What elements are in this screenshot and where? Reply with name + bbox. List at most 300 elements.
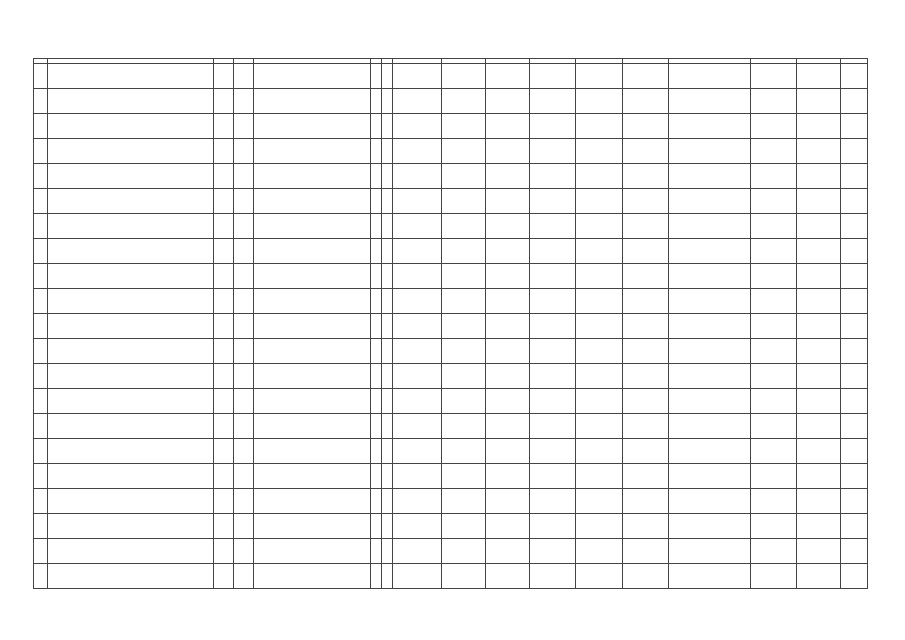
empty-cell <box>622 339 668 364</box>
year-built-cell <box>214 389 234 414</box>
address-cell <box>48 114 214 139</box>
residential-area-cell <box>441 564 485 589</box>
nonresidential-area-cell <box>485 414 529 439</box>
nonresidential-area-cell <box>485 514 529 539</box>
common-area-cell <box>529 364 575 389</box>
empty-cell <box>622 464 668 489</box>
row-number <box>34 339 48 364</box>
wall-material-cell <box>253 164 370 189</box>
common-area-cell <box>529 239 575 264</box>
repair-cost-cell <box>669 264 751 289</box>
wall-material-cell <box>253 64 370 89</box>
row-number <box>34 239 48 264</box>
row-number <box>34 314 48 339</box>
empty-cell <box>576 364 622 389</box>
common-area-cell <box>529 264 575 289</box>
residential-area-cell <box>441 389 485 414</box>
entrances-cell <box>381 514 392 539</box>
total-area-cell <box>392 439 441 464</box>
table-row <box>34 389 868 414</box>
table-row <box>34 364 868 389</box>
empty-cell <box>576 539 622 564</box>
year-built-cell <box>214 364 234 389</box>
nonresidential-area-cell <box>485 164 529 189</box>
floors-cell <box>370 464 381 489</box>
empty-cell <box>576 189 622 214</box>
cost-limit-cell <box>797 139 841 164</box>
plan-year-cell <box>841 564 868 589</box>
cost-limit-cell <box>797 64 841 89</box>
cost-limit-cell <box>797 489 841 514</box>
empty-cell <box>576 489 622 514</box>
floors-cell <box>370 64 381 89</box>
floors-cell <box>370 89 381 114</box>
table-row <box>34 164 868 189</box>
nonresidential-area-cell <box>485 464 529 489</box>
address-cell <box>48 314 214 339</box>
entrances-cell <box>381 564 392 589</box>
year-built-cell <box>214 339 234 364</box>
empty-cell <box>576 139 622 164</box>
row-number <box>34 164 48 189</box>
entrances-cell <box>381 264 392 289</box>
empty-cell <box>576 264 622 289</box>
residential-area-cell <box>441 239 485 264</box>
housing-register-table <box>33 58 868 589</box>
floors-cell <box>370 514 381 539</box>
empty-cell <box>622 89 668 114</box>
address-cell <box>48 264 214 289</box>
year-built-cell <box>214 114 234 139</box>
address-cell <box>48 489 214 514</box>
plan-year-cell <box>841 314 868 339</box>
common-area-cell <box>529 289 575 314</box>
entrances-cell <box>381 539 392 564</box>
cost-per-sqm-cell <box>750 164 796 189</box>
table-row <box>34 439 868 464</box>
wall-material-cell <box>253 464 370 489</box>
wall-material-cell <box>253 514 370 539</box>
residential-area-cell <box>441 164 485 189</box>
cost-per-sqm-cell <box>750 314 796 339</box>
common-area-cell <box>529 214 575 239</box>
empty-cell <box>622 364 668 389</box>
nonresidential-area-cell <box>485 339 529 364</box>
nonresidential-area-cell <box>485 564 529 589</box>
empty-cell <box>576 314 622 339</box>
year-repair-cell <box>233 314 253 339</box>
year-built-cell <box>214 564 234 589</box>
cost-per-sqm-cell <box>750 339 796 364</box>
cost-per-sqm-cell <box>750 264 796 289</box>
wall-material-cell <box>253 414 370 439</box>
entrances-cell <box>381 89 392 114</box>
year-built-cell <box>214 89 234 114</box>
total-area-cell <box>392 539 441 564</box>
cost-per-sqm-cell <box>750 139 796 164</box>
address-cell <box>48 539 214 564</box>
residential-area-cell <box>441 264 485 289</box>
empty-cell <box>576 414 622 439</box>
plan-year-cell <box>841 289 868 314</box>
common-area-cell <box>529 164 575 189</box>
entrances-cell <box>381 314 392 339</box>
year-repair-cell <box>233 564 253 589</box>
year-built-cell <box>214 414 234 439</box>
cost-per-sqm-cell <box>750 189 796 214</box>
nonresidential-area-cell <box>485 214 529 239</box>
cost-per-sqm-cell <box>750 114 796 139</box>
common-area-cell <box>529 64 575 89</box>
empty-cell <box>622 264 668 289</box>
row-number <box>34 89 48 114</box>
total-area-cell <box>392 114 441 139</box>
empty-cell <box>622 239 668 264</box>
table-row <box>34 289 868 314</box>
repair-cost-cell <box>669 339 751 364</box>
repair-cost-cell <box>669 439 751 464</box>
cost-limit-cell <box>797 264 841 289</box>
residential-area-cell <box>441 514 485 539</box>
total-area-cell <box>392 189 441 214</box>
wall-material-cell <box>253 114 370 139</box>
common-area-cell <box>529 489 575 514</box>
table-row <box>34 489 868 514</box>
floors-cell <box>370 214 381 239</box>
cost-per-sqm-cell <box>750 64 796 89</box>
plan-year-cell <box>841 164 868 189</box>
empty-cell <box>576 64 622 89</box>
year-built-cell <box>214 314 234 339</box>
repair-cost-cell <box>669 464 751 489</box>
address-cell <box>48 239 214 264</box>
cost-limit-cell <box>797 289 841 314</box>
total-area-cell <box>392 214 441 239</box>
common-area-cell <box>529 564 575 589</box>
total-area-cell <box>392 314 441 339</box>
total-area-cell <box>392 364 441 389</box>
year-repair-cell <box>233 239 253 264</box>
wall-material-cell <box>253 189 370 214</box>
year-repair-cell <box>233 139 253 164</box>
entrances-cell <box>381 189 392 214</box>
floors-cell <box>370 164 381 189</box>
cost-limit-cell <box>797 89 841 114</box>
year-repair-cell <box>233 89 253 114</box>
cost-per-sqm-cell <box>750 489 796 514</box>
floors-cell <box>370 114 381 139</box>
nonresidential-area-cell <box>485 364 529 389</box>
wall-material-cell <box>253 139 370 164</box>
repair-cost-cell <box>669 189 751 214</box>
empty-cell <box>622 389 668 414</box>
total-area-cell <box>392 464 441 489</box>
empty-cell <box>622 489 668 514</box>
wall-material-cell <box>253 564 370 589</box>
empty-cell <box>576 164 622 189</box>
cost-per-sqm-cell <box>750 364 796 389</box>
repair-cost-cell <box>669 89 751 114</box>
repair-cost-cell <box>669 489 751 514</box>
empty-cell <box>576 564 622 589</box>
nonresidential-area-cell <box>485 389 529 414</box>
nonresidential-area-cell <box>485 439 529 464</box>
row-number <box>34 189 48 214</box>
wall-material-cell <box>253 264 370 289</box>
empty-cell <box>576 289 622 314</box>
total-area-cell <box>392 64 441 89</box>
address-cell <box>48 389 214 414</box>
cost-limit-cell <box>797 389 841 414</box>
table-row <box>34 314 868 339</box>
floors-cell <box>370 139 381 164</box>
residential-area-cell <box>441 414 485 439</box>
cost-per-sqm-cell <box>750 464 796 489</box>
empty-cell <box>622 164 668 189</box>
empty-cell <box>622 139 668 164</box>
entrances-cell <box>381 414 392 439</box>
nonresidential-area-cell <box>485 114 529 139</box>
entrances-cell <box>381 464 392 489</box>
address-cell <box>48 289 214 314</box>
empty-cell <box>622 289 668 314</box>
row-number <box>34 414 48 439</box>
address-cell <box>48 214 214 239</box>
year-repair-cell <box>233 339 253 364</box>
residential-area-cell <box>441 114 485 139</box>
wall-material-cell <box>253 389 370 414</box>
cost-per-sqm-cell <box>750 564 796 589</box>
table-row <box>34 214 868 239</box>
address-cell <box>48 89 214 114</box>
total-area-cell <box>392 264 441 289</box>
floors-cell <box>370 414 381 439</box>
cost-limit-cell <box>797 364 841 389</box>
plan-year-cell <box>841 389 868 414</box>
floors-cell <box>370 264 381 289</box>
common-area-cell <box>529 314 575 339</box>
total-area-cell <box>392 239 441 264</box>
empty-cell <box>622 564 668 589</box>
wall-material-cell <box>253 239 370 264</box>
address-cell <box>48 339 214 364</box>
repair-cost-cell <box>669 139 751 164</box>
empty-cell <box>576 464 622 489</box>
common-area-cell <box>529 89 575 114</box>
row-number <box>34 214 48 239</box>
row-number <box>34 114 48 139</box>
table-row <box>34 189 868 214</box>
year-built-cell <box>214 264 234 289</box>
year-built-cell <box>214 214 234 239</box>
year-repair-cell <box>233 114 253 139</box>
table-row <box>34 114 868 139</box>
cost-per-sqm-cell <box>750 239 796 264</box>
cost-limit-cell <box>797 564 841 589</box>
year-built-cell <box>214 64 234 89</box>
year-built-cell <box>214 464 234 489</box>
floors-cell <box>370 489 381 514</box>
year-repair-cell <box>233 364 253 389</box>
floors-cell <box>370 389 381 414</box>
empty-cell <box>622 214 668 239</box>
cost-per-sqm-cell <box>750 289 796 314</box>
total-area-cell <box>392 489 441 514</box>
repair-cost-cell <box>669 414 751 439</box>
plan-year-cell <box>841 364 868 389</box>
nonresidential-area-cell <box>485 289 529 314</box>
nonresidential-area-cell <box>485 189 529 214</box>
address-cell <box>48 189 214 214</box>
repair-cost-cell <box>669 114 751 139</box>
wall-material-cell <box>253 89 370 114</box>
total-area-cell <box>392 564 441 589</box>
cost-limit-cell <box>797 414 841 439</box>
residential-area-cell <box>441 339 485 364</box>
year-repair-cell <box>233 464 253 489</box>
year-repair-cell <box>233 189 253 214</box>
row-number <box>34 439 48 464</box>
table-row <box>34 464 868 489</box>
residential-area-cell <box>441 64 485 89</box>
plan-year-cell <box>841 414 868 439</box>
table-row <box>34 239 868 264</box>
repair-cost-cell <box>669 64 751 89</box>
entrances-cell <box>381 139 392 164</box>
common-area-cell <box>529 189 575 214</box>
plan-year-cell <box>841 339 868 364</box>
row-number <box>34 464 48 489</box>
year-repair-cell <box>233 539 253 564</box>
common-area-cell <box>529 414 575 439</box>
year-built-cell <box>214 514 234 539</box>
cost-limit-cell <box>797 439 841 464</box>
empty-cell <box>622 439 668 464</box>
year-built-cell <box>214 164 234 189</box>
table-row <box>34 89 868 114</box>
nonresidential-area-cell <box>485 139 529 164</box>
entrances-cell <box>381 364 392 389</box>
table-row <box>34 64 868 89</box>
floors-cell <box>370 239 381 264</box>
entrances-cell <box>381 239 392 264</box>
floors-cell <box>370 564 381 589</box>
cost-limit-cell <box>797 514 841 539</box>
cost-limit-cell <box>797 214 841 239</box>
total-area-cell <box>392 139 441 164</box>
year-repair-cell <box>233 439 253 464</box>
table-row <box>34 564 868 589</box>
repair-cost-cell <box>669 239 751 264</box>
empty-cell <box>576 214 622 239</box>
year-repair-cell <box>233 489 253 514</box>
residential-area-cell <box>441 139 485 164</box>
row-number <box>34 64 48 89</box>
floors-cell <box>370 539 381 564</box>
address-cell <box>48 439 214 464</box>
residential-area-cell <box>441 464 485 489</box>
residential-area-cell <box>441 364 485 389</box>
address-cell <box>48 514 214 539</box>
cost-per-sqm-cell <box>750 414 796 439</box>
row-number <box>34 289 48 314</box>
empty-cell <box>576 389 622 414</box>
plan-year-cell <box>841 189 868 214</box>
cost-limit-cell <box>797 339 841 364</box>
year-built-cell <box>214 189 234 214</box>
entrances-cell <box>381 489 392 514</box>
repair-cost-cell <box>669 364 751 389</box>
row-number <box>34 539 48 564</box>
empty-cell <box>576 89 622 114</box>
wall-material-cell <box>253 339 370 364</box>
entrances-cell <box>381 164 392 189</box>
nonresidential-area-cell <box>485 264 529 289</box>
empty-cell <box>576 239 622 264</box>
floors-cell <box>370 189 381 214</box>
nonresidential-area-cell <box>485 539 529 564</box>
residential-area-cell <box>441 439 485 464</box>
table-row <box>34 339 868 364</box>
wall-material-cell <box>253 314 370 339</box>
empty-cell <box>622 514 668 539</box>
common-area-cell <box>529 514 575 539</box>
plan-year-cell <box>841 239 868 264</box>
repair-cost-cell <box>669 514 751 539</box>
nonresidential-area-cell <box>485 314 529 339</box>
common-area-cell <box>529 439 575 464</box>
table-row <box>34 539 868 564</box>
empty-cell <box>576 439 622 464</box>
common-area-cell <box>529 389 575 414</box>
empty-cell <box>576 114 622 139</box>
year-repair-cell <box>233 289 253 314</box>
table-row <box>34 139 868 164</box>
common-area-cell <box>529 339 575 364</box>
empty-cell <box>576 339 622 364</box>
row-number <box>34 489 48 514</box>
repair-cost-cell <box>669 214 751 239</box>
total-area-cell <box>392 164 441 189</box>
total-area-cell <box>392 339 441 364</box>
repair-cost-cell <box>669 539 751 564</box>
repair-cost-cell <box>669 164 751 189</box>
plan-year-cell <box>841 64 868 89</box>
empty-cell <box>622 539 668 564</box>
cost-per-sqm-cell <box>750 214 796 239</box>
residential-area-cell <box>441 89 485 114</box>
floors-cell <box>370 314 381 339</box>
total-area-cell <box>392 514 441 539</box>
floors-cell <box>370 439 381 464</box>
plan-year-cell <box>841 539 868 564</box>
cost-per-sqm-cell <box>750 439 796 464</box>
floors-cell <box>370 339 381 364</box>
address-cell <box>48 464 214 489</box>
plan-year-cell <box>841 514 868 539</box>
cost-limit-cell <box>797 464 841 489</box>
residential-area-cell <box>441 214 485 239</box>
entrances-cell <box>381 339 392 364</box>
address-cell <box>48 364 214 389</box>
plan-year-cell <box>841 89 868 114</box>
empty-cell <box>622 64 668 89</box>
repair-cost-cell <box>669 314 751 339</box>
year-built-cell <box>214 239 234 264</box>
year-repair-cell <box>233 214 253 239</box>
cost-limit-cell <box>797 114 841 139</box>
entrances-cell <box>381 114 392 139</box>
